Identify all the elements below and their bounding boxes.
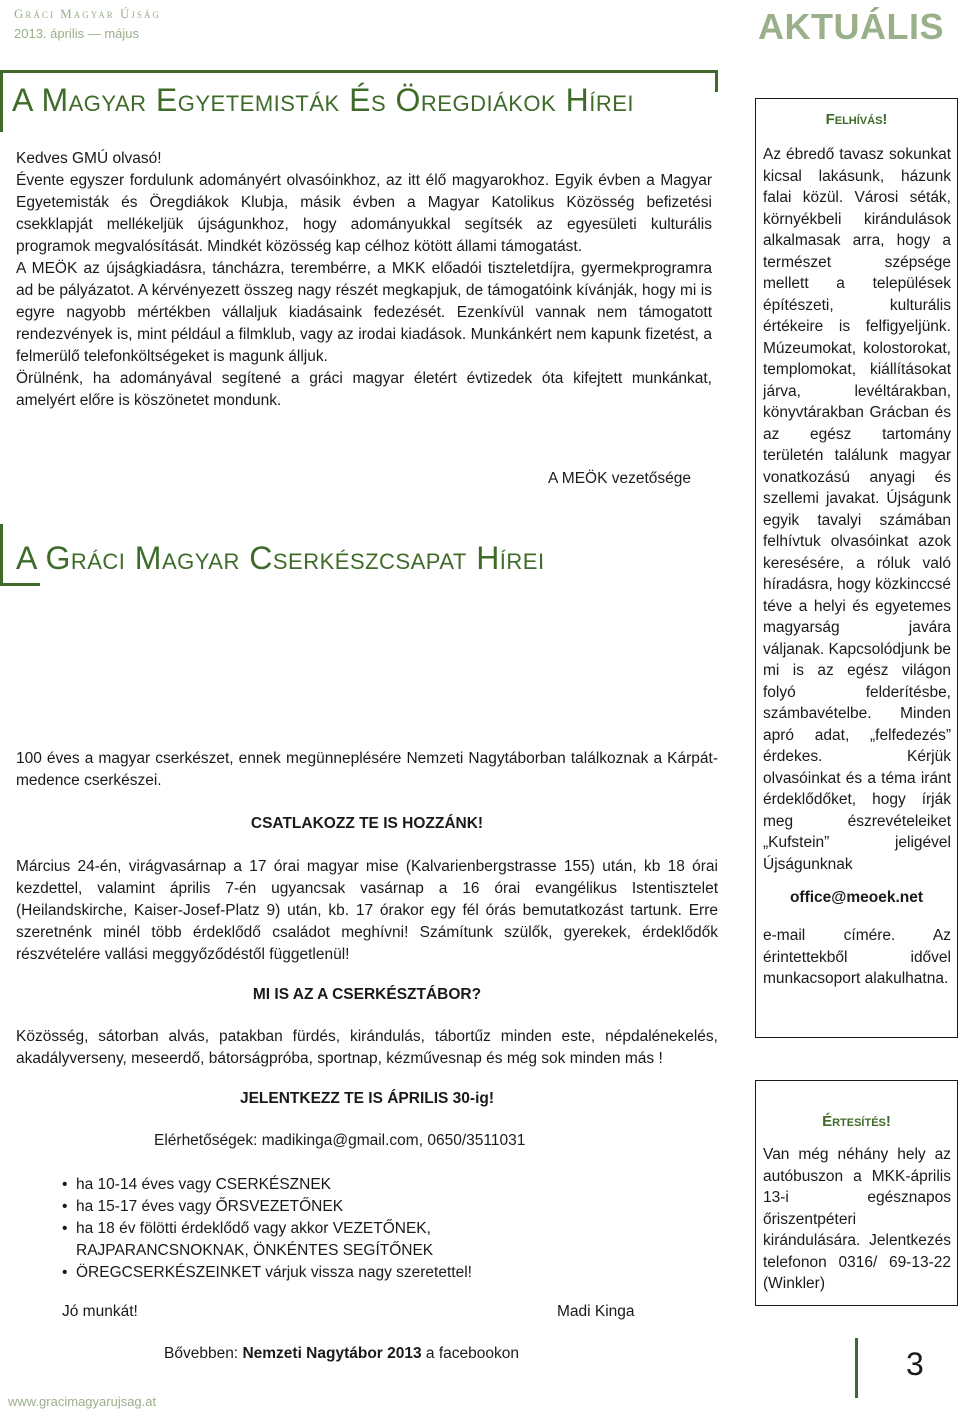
more-info-prefix: Bővebben: [164,1345,243,1362]
article2-bottom-rule [0,583,40,586]
sidebar-notice-email: office@meoek.net [789,889,924,906]
more-info-suffix: a facebookon [421,1345,520,1362]
article2-title: A Gráci Magyar Cserkészcsapat Hírei [16,540,545,576]
list-item: • ha 15-17 éves vagy ŐRSVEZETŐNEK [62,1196,582,1218]
article1-signature: A MEÖK vezetősége [548,470,692,487]
article2-contact: Elérhetőségek: madikinga@gmail.com, 0650/3511031 [154,1132,526,1149]
sidebar-notice-text-2: e-mail címére. Az érintettekből idővel munkacsoport alakulhatna. [763,927,951,987]
list-item: • ha 10-14 éves vagy CSERKÉSZNEK [62,1174,582,1196]
publication-title: Gráci Magyar Újság [14,6,161,21]
page-number-rule [855,1338,858,1398]
sidebar-info-heading: Értesítés! [822,1113,891,1130]
issue-date: 2013. április — május [14,26,139,41]
article2-author: Madi Kinga [557,1303,635,1320]
sidebar-notice-heading: Felhívás! [825,111,888,128]
sidebar-info-text: Van még néhány hely az autóbuszon a MKK-április 13-i egésznapos őriszentpéteri kirándulására. Jelentkezés telefonon 0316/ 69-13-22 (Winkler) [763,1146,951,1292]
article2-paragraph-2: Közösség, sátorban alvás, patakban fürdés, kirándulás, tábortűz minden este, népdalénekelés, akadályverseny, meseerdő, bátorságpróba, sportnap, kézművesnap és még sok minden más ! [16,1028,718,1067]
sidebar-info-box [755,1080,958,1306]
footer-url: www.gracimagyarujsag.at [8,1394,157,1409]
article2-heading-apply: JELENTKEZZ TE IS ÁPRILIS 30-ig! [239,1090,495,1107]
article2-intro: 100 éves a magyar cserkészet, ennek megünneplésére Nemzeti Nagytáborban találkoznak a Kárpát-medence cserkészei. [16,750,718,789]
article2-heading-camp: MI IS AZ A CSERKÉSZTÁBOR? [252,986,482,1003]
list-item: • ha 18 év fölötti érdeklődő vagy akkor VEZETŐNEK, RAJPARANCSNOKNAK, ÖNKÉNTES SEGÍTŐNEK [62,1218,496,1262]
article2-bullet-list [62,1174,582,1284]
article1-paragraph-1: Évente egyszer fordulunk adományért olvasóinkhoz, az itt élő magyarokhoz. Egyik évben a Magyar Egyetemisták és Öregdiákok Klubja, másik évben a Magyar Katolikus Közösség befizetési csekklapját mellékeljük újságunkhoz, hogy adományukkal segítsék az egyesületi kulturális programok megvalósítását. Mindkét közösség kap célhoz kötött állami támogatást. [16,172,712,255]
article2-paragraph-1: Március 24-én, virágvasárnap a 17 órai magyar mise (Kalvarienbergstrasse 155) után, kb 18 órai kezdettel, valamint április 7-én ugyancsak vasárnap a 16 órai evangélikus Istentisztelet (Heilandskirche, Kaiser-Josef-Platz 9) után, kb. 17 órakor egy fél órás bemutatkozást tartunk. Erre szeretnénk minél több érdeklődő családot meghívni! Számítunk szülők, gyerekek, érdeklődők részvételére vallási meggyőződéstől függetlenül! [16,858,718,963]
article1-left-rule [0,70,3,132]
list-item: • ÖREGCSERKÉSZEINKET várjuk vissza nagy szeretettel! [62,1262,582,1284]
article1-top-rule [0,70,718,73]
article2-more-info [164,1345,519,1363]
article1-right-rule [715,70,718,92]
article1-greeting: Kedves GMÚ olvasó! [16,150,162,167]
article1-paragraph-3: Örülnénk, ha adományával segítené a gráci magyar életért évtizedek óta kifejtett munkánkat, amelyért előre is köszönetet mondunk. [16,370,712,409]
article1-body [16,148,712,412]
section-title: AKTUÁLIS [758,6,944,47]
more-info-event: Nemzeti Nagytábor 2013 [242,1345,422,1362]
article2-closing: Jó munkát! [62,1303,138,1320]
article1-title: A Magyar Egyetemisták És Öregdiákok Hírei [12,82,635,118]
sidebar-notice-box [755,98,958,1038]
sidebar-notice-text: Az ébredő tavasz sokunkat kicsal lakásunk, házunk falai közül. Városi séták, környékbeli kirándulások alkalmasak arra, hogy a természet szépsége mellett a települések építészeti, kulturális értékeire is felfigyeljünk. Múzeumokat, kolostorokat, templomokat, kiállításokat járva, levéltárakban, könyvtárakban Grácban és az egész tartomány területén találunk magyar vonatkozású anyagi és szellemi javakat. Újságunk egyik tavalyi számában felhívtuk olvasóinkat azok keresésére, a róluk való híradásra, hogy közkinccsé téve a helyi és egyetemes magyarság javára váljanak. Kapcsolódjunk be mi is az egész világon folyó felderítésbe, számbavételbe. Minden apró adat, „felfedezés” érdekes. Kérjük olvasóinkat és a téma iránt érdeklődőket, hogy írják meg észrevételeiket „Kufstein” jeligével Újságunknak [763,146,951,873]
article1-paragraph-2: A MEÖK az újságkiadásra, táncházra, terembérre, a MKK előadói tiszteletdíjra, gyermekprogramra ad be pályázatot. A kérvényezett összeg nagy részét megkapjuk, de támogatóink kívánják, hogy mi is egyre nagyobb mértékben vállaljuk kiadásaink fedezését. Ezenkívül vannak nem támogatott rendezvények is, mint például a filmklub, vagy az irodai kiadások. Munkánkért nem kapunk fizetést, a felmerülő telefonköltségeket is magunk álljuk. [16,260,712,365]
article2-left-rule [0,524,3,586]
page-number: 3 [906,1346,924,1382]
article2-heading-join: CSATLAKOZZ TE IS HOZZÁNK! [250,815,484,832]
